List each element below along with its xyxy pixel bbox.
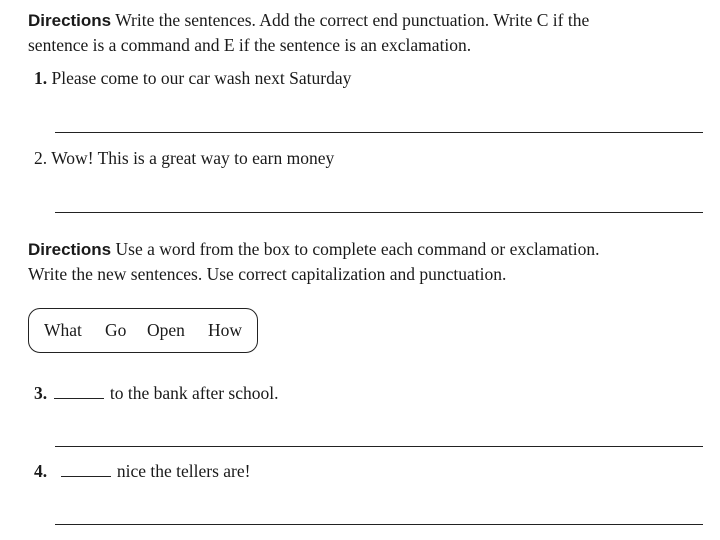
- directions-2-text: Use a word from the box to complete each command or exclamation.: [115, 239, 600, 259]
- directions-2-line-1: [28, 241, 600, 259]
- item-2: [34, 150, 334, 168]
- word-box-word: Go: [105, 320, 127, 340]
- item-1-text: Please come to our car wash next Saturday: [51, 68, 352, 88]
- directions-2-line-2: Write the new sentences. Use correct capitalization and punctuation.: [28, 264, 507, 284]
- item-4: [34, 462, 250, 481]
- word-box-word: How: [208, 320, 243, 340]
- directions-1-line-1: [28, 12, 589, 30]
- item-4-text: nice the tellers are!: [116, 461, 251, 481]
- directions-1-label: Directions: [28, 11, 112, 30]
- word-box-word: What: [44, 320, 82, 340]
- item-1: [34, 70, 351, 88]
- answer-line-3[interactable]: [55, 446, 703, 447]
- item-1-number: 1.: [34, 68, 48, 88]
- item-2-number: 2.: [34, 148, 48, 168]
- fill-in-blank-4[interactable]: [61, 462, 111, 477]
- word-box: [28, 308, 258, 353]
- directions-1-line-2: sentence is a command and E if the sentence is an exclamation.: [28, 35, 472, 55]
- answer-line-2[interactable]: [55, 212, 703, 213]
- directions-2-label: Directions: [28, 240, 112, 259]
- item-3-text: to the bank after school.: [109, 383, 279, 403]
- directions-1-text: Write the sentences. Add the correct end punctuation. Write C if the: [115, 10, 590, 30]
- item-3: [34, 384, 279, 403]
- answer-line-1[interactable]: [55, 132, 703, 133]
- fill-in-blank-3[interactable]: [54, 384, 104, 399]
- word-box-word: Open: [147, 320, 185, 340]
- item-3-number: 3.: [34, 383, 48, 403]
- answer-line-4[interactable]: [55, 524, 703, 525]
- item-2-text: Wow! This is a great way to earn money: [51, 148, 335, 168]
- item-4-number: 4.: [34, 461, 48, 481]
